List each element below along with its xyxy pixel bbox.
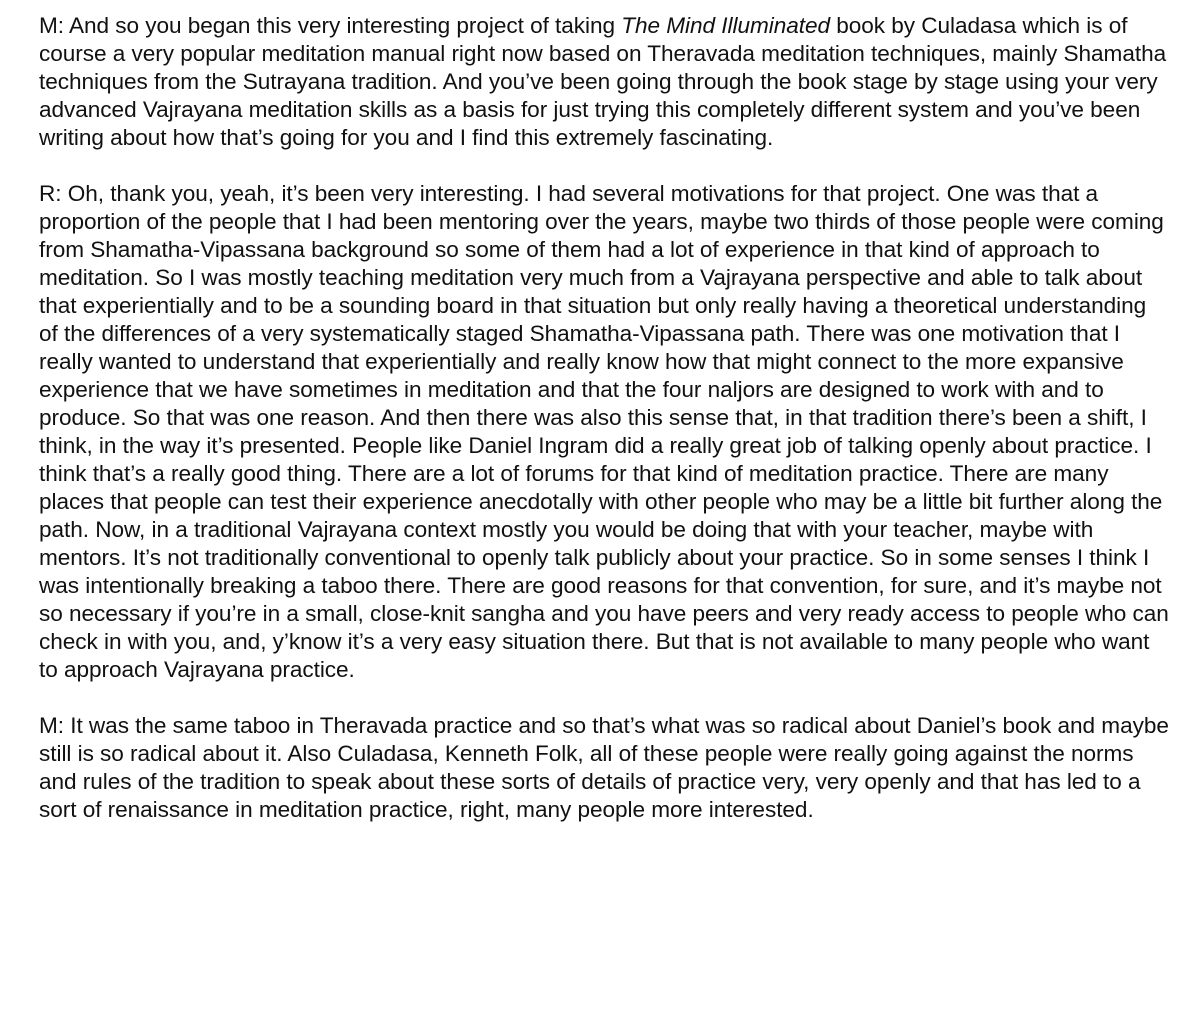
transcript-document [39,12,1169,824]
paragraph-response [39,180,1169,684]
paragraph-interviewer-followup [39,712,1169,824]
paragraph-interviewer-intro [39,12,1169,152]
speaker-label: M: [39,713,64,738]
paragraph-text: Oh, thank you, yeah, it’s been very interesting. I had several motivations for that project. One was that a proportion of the people that I had been mentoring over the years, maybe two thirds of those people were coming from Shamatha-Vipassana background so some of them had a lot of experience in that kind of approach to meditation. So I was mostly teaching meditation very much from a Vajrayana perspective and able to talk about that experientially and to be a sounding board in that situation but only really having a theoretical understanding of the differences of a very systematically staged Shamatha-Vipassana path. There was one motivation that I really wanted to understand that experientially and really know how that might connect to the more expansive experience that we have sometimes in meditation and that the four naljors are designed to work with and to produce. So that was one reason. And then there was also this sense that, in that tradition there’s been a shift, I think, in the way it’s presented. People like Daniel Ingram did a really great job of talking openly about practice. I think that’s a really good thing. There are a lot of forums for that kind of meditation practice. There are many places that people can test their experience anecdotally with other people who may be a little bit further along the path. Now, in a traditional Vajrayana context mostly you would be doing that with your teacher, maybe with mentors. It’s not traditionally conventional to openly talk publicly about your practice. So in some senses I think I was intentionally breaking a taboo there. There are good reasons for that convention, for sure, and it’s maybe not so necessary if you’re in a small, close-knit sangha and you have peers and very ready access to people who can check in with you, and, y’know it’s a very easy situation there. But that is not available to many people who want to approach Vajrayana practice. [39,181,1169,682]
paragraph-text: book by Culadasa which is of course a very popular meditation manual right now based on Theravada meditation techniques, mainly Shamatha techniques from the Sutrayana tradition. And you’ve been going through the book stage by stage using your very advanced Vajrayana meditation skills as a basis for just trying this completely different system and you’ve been writing about how that’s going for you and I find this extremely fascinating. [39,13,1167,150]
speaker-label: M: [39,13,64,38]
paragraph-text: It was the same taboo in Theravada practice and so that’s what was so radical about Daniel’s book and maybe still is so radical about it. Also Culadasa, Kenneth Folk, all of these people were really going against the norms and rules of the tradition to speak about these sorts of details of practice very, very openly and that has led to a sort of renaissance in meditation practice, right, many people more interested. [39,713,1169,822]
speaker-label: R: [39,181,62,206]
book-title: The Mind Illuminated [621,13,830,38]
paragraph-text: And so you began this very interesting project of taking [68,13,622,38]
